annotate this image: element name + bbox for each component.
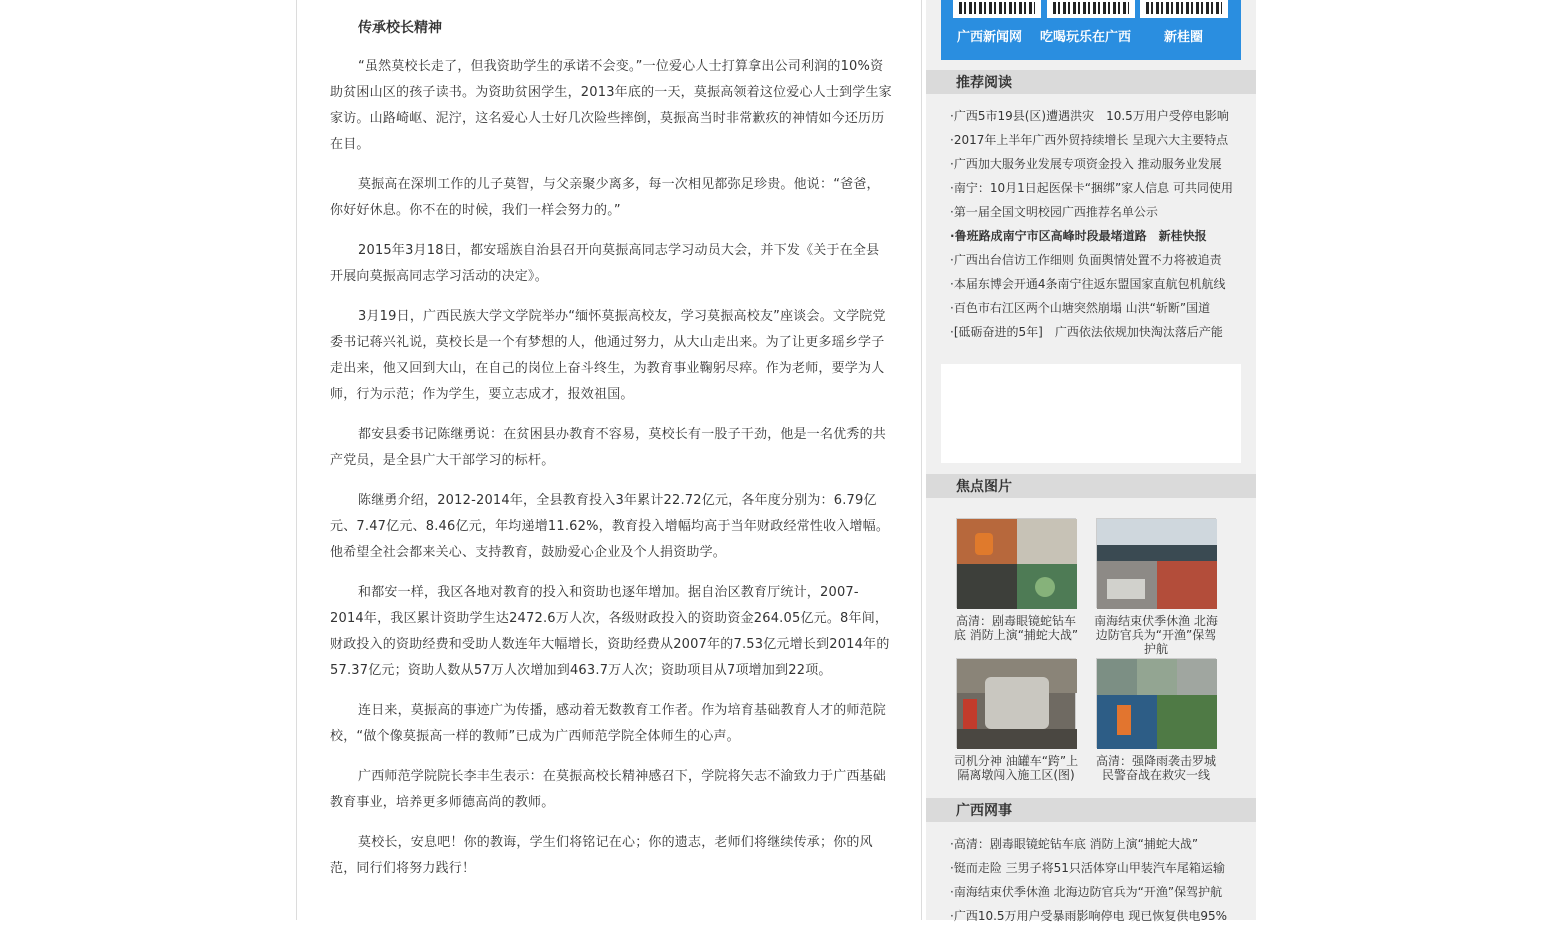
news-link[interactable]: ·百色市右江区两个山塘突然崩塌 山洪“斩断”国道 (950, 301, 1211, 315)
news-link[interactable]: ·本届东博会开通4条南宁往返东盟国家直航包机航线 (950, 277, 1226, 291)
news-link[interactable]: ·广西加大服务业发展专项资金投入 推动服务业发展 (950, 157, 1222, 171)
recommend-list (950, 104, 1240, 344)
article-column (296, 0, 922, 920)
article-paragraph: 陈继勇介绍，2012-2014年，全县教育投入3年累计22.72亿元，各年度分别为：6.79亿元、7.47亿元、8.46亿元，年均递增11.62%，教育投入增幅均高于当年财政经常性收入增幅。他希望全社会都来关心、支持教育，鼓励爱心企业及个人捐资助学。 (330, 493, 890, 560)
article-paragraph: 广西师范学院院长李丰生表示：在莫振高校长精神感召下，学院将矢志不渝致力于广西基础教育事业，培养更多师德高尚的教师。 (330, 769, 887, 810)
news-link[interactable]: ·南海结束伏季休渔 北海边防官兵为“开渔”保驾护航 (950, 885, 1223, 899)
photo-caption[interactable]: 高清：强降雨袭击罗城 民警奋战在救灾一线 (1095, 754, 1216, 782)
news-link[interactable]: ·鲁班路成南宁市区高峰时段最堵道路 新桂快报 (950, 229, 1207, 243)
article-paragraph: 和都安一样，我区各地对教育的投入和资助也逐年增加。据自治区教育厅统计，2007-2014年，我区累计资助学生达2472.6万人次，各级财政投入的资助资金264.05亿元。8年间，财政投入的资助经费和受助人数连年大幅增长，资助经费从2007年的7.53亿元增长到2014年的57.37亿元；资助人数从57万人次增加到463.7万人次；资助项目从7项增加到22项。 (330, 585, 890, 678)
section-title: 广西网事 (956, 803, 1012, 819)
qr-code-icon[interactable] (1140, 0, 1228, 18)
photo-caption[interactable]: 司机分神 油罐车“跨”上隔离墩闯入施工区(图) (953, 754, 1079, 782)
focus-photo-card[interactable] (953, 658, 1079, 782)
ad-placeholder (941, 364, 1241, 463)
focus-section-header (926, 474, 1256, 498)
article-paragraph: 都安县委书记陈继勇说：在贫困县办教育不容易，莫校长有一股子干劲，他是一名优秀的共产党员，是全县广大干部学习的标杆。 (330, 427, 887, 468)
photo-caption[interactable]: 高清：剧毒眼镜蛇钻车底 消防上演“捕蛇大战” (953, 614, 1079, 642)
focus-photo-card[interactable] (1096, 658, 1216, 782)
netnews-section-header (926, 798, 1256, 822)
qr-code-icon[interactable] (1047, 0, 1135, 18)
news-link[interactable]: ·2017年上半年广西外贸持续增长 呈现六大主要特点 (950, 133, 1229, 147)
article-paragraph: 连日来，莫振高的事迹广为传播，感动着无数教育工作者。作为培育基础教育人才的师范院校，“做个像莫振高一样的教师”已成为广西师范学院全体师生的心声。 (330, 703, 887, 744)
news-link[interactable]: ·高清：剧毒眼镜蛇钻车底 消防上演“捕蛇大战” (950, 837, 1199, 851)
article-paragraph: 2015年3月18日，都安瑶族自治县召开向莫振高同志学习动员大会，并下发《关于在全县开展向莫振高同志学习活动的决定》。 (330, 243, 880, 284)
section-title: 推荐阅读 (956, 75, 1012, 91)
qr-label-food[interactable]: 吃喝玩乐在广西 (1040, 30, 1132, 45)
article-paragraph: 莫振高在深圳工作的儿子莫智，与父亲聚少离多，每一次相见都弥足珍贵。他说：“爸爸，你好好休息。你不在的时候，我们一样会努力的。” (330, 177, 880, 218)
photo-snake-rescue[interactable] (956, 518, 1076, 608)
article-paragraph: 莫校长，安息吧！你的教诲，学生们将铭记在心；你的遗志，老师们将继续传承；你的风范，同行们将努力践行！ (330, 835, 873, 876)
photo-tanker-truck[interactable] (956, 658, 1076, 748)
article-paragraph: “虽然莫校长走了，但我资助学生的承诺不会变。”一位爱心人士打算拿出公司利润的10%资助贫困山区的孩子读书。为资助贫困学生，2013年底的一天，莫振高领着这位爱心人士到学生家家访。山路崎岖、泥泞，这名爱心人士好几次险些摔倒，莫振高当时非常歉疚的神情如今还历历在目。 (330, 59, 892, 152)
focus-photo-card[interactable] (953, 518, 1079, 642)
qr-label-xinguiquan[interactable]: 新桂圈 (1164, 30, 1204, 45)
recommend-section-header (926, 70, 1256, 94)
article-subheading: 传承校长精神 (358, 20, 442, 36)
qr-code-icon[interactable] (953, 0, 1041, 18)
qr-label-gxnews[interactable]: 广西新闻网 (957, 30, 1023, 45)
qr-code-banner[interactable] (941, 0, 1241, 60)
photo-caption[interactable]: 南海结束伏季休渔 北海边防官兵为“开渔”保驾护航 (1094, 614, 1218, 656)
news-link[interactable]: ·南宁：10月1日起医保卡“捆绑”家人信息 可共同使用 (950, 181, 1233, 195)
section-title: 焦点图片 (956, 479, 1012, 495)
article-paragraph: 3月19日，广西民族大学文学院举办“缅怀莫振高校友，学习莫振高校友”座谈会。文学院党委书记蒋兴礼说，莫校长是一个有梦想的人，他通过努力，从大山走出来。为了让更多瑶乡学子走出来，他又回到大山，在自己的岗位上奋斗终生，为教育事业鞠躬尽瘁。作为老师，要学为人师，行为示范；作为学生，要立志成才，报效祖国。 (330, 309, 886, 402)
article-body (330, 14, 892, 896)
focus-photo-card[interactable] (1094, 518, 1218, 656)
news-link[interactable]: ·广西5市19县(区)遭遇洪灾 10.5万用户受停电影响 (950, 109, 1229, 123)
netnews-list (950, 832, 1240, 928)
news-link[interactable]: ·广西出台信访工作细则 负面舆情处置不力将被追责 (950, 253, 1222, 267)
sidebar (926, 0, 1256, 923)
photo-fishing-boats[interactable] (1096, 518, 1216, 608)
news-link[interactable]: ·[砥砺奋进的5年] 广西依法依规加快淘汰落后产能 (950, 325, 1223, 339)
news-link[interactable]: ·第一届全国文明校园广西推荐名单公示 (950, 205, 1158, 219)
photo-rain-rescue[interactable] (1096, 658, 1216, 748)
news-link[interactable]: ·铤而走险 三男子将51只活体穿山甲装汽车尾箱运输 (950, 861, 1225, 875)
news-link[interactable]: ·广西10.5万用户受暴雨影响停电 现已恢复供电95% (950, 909, 1228, 923)
